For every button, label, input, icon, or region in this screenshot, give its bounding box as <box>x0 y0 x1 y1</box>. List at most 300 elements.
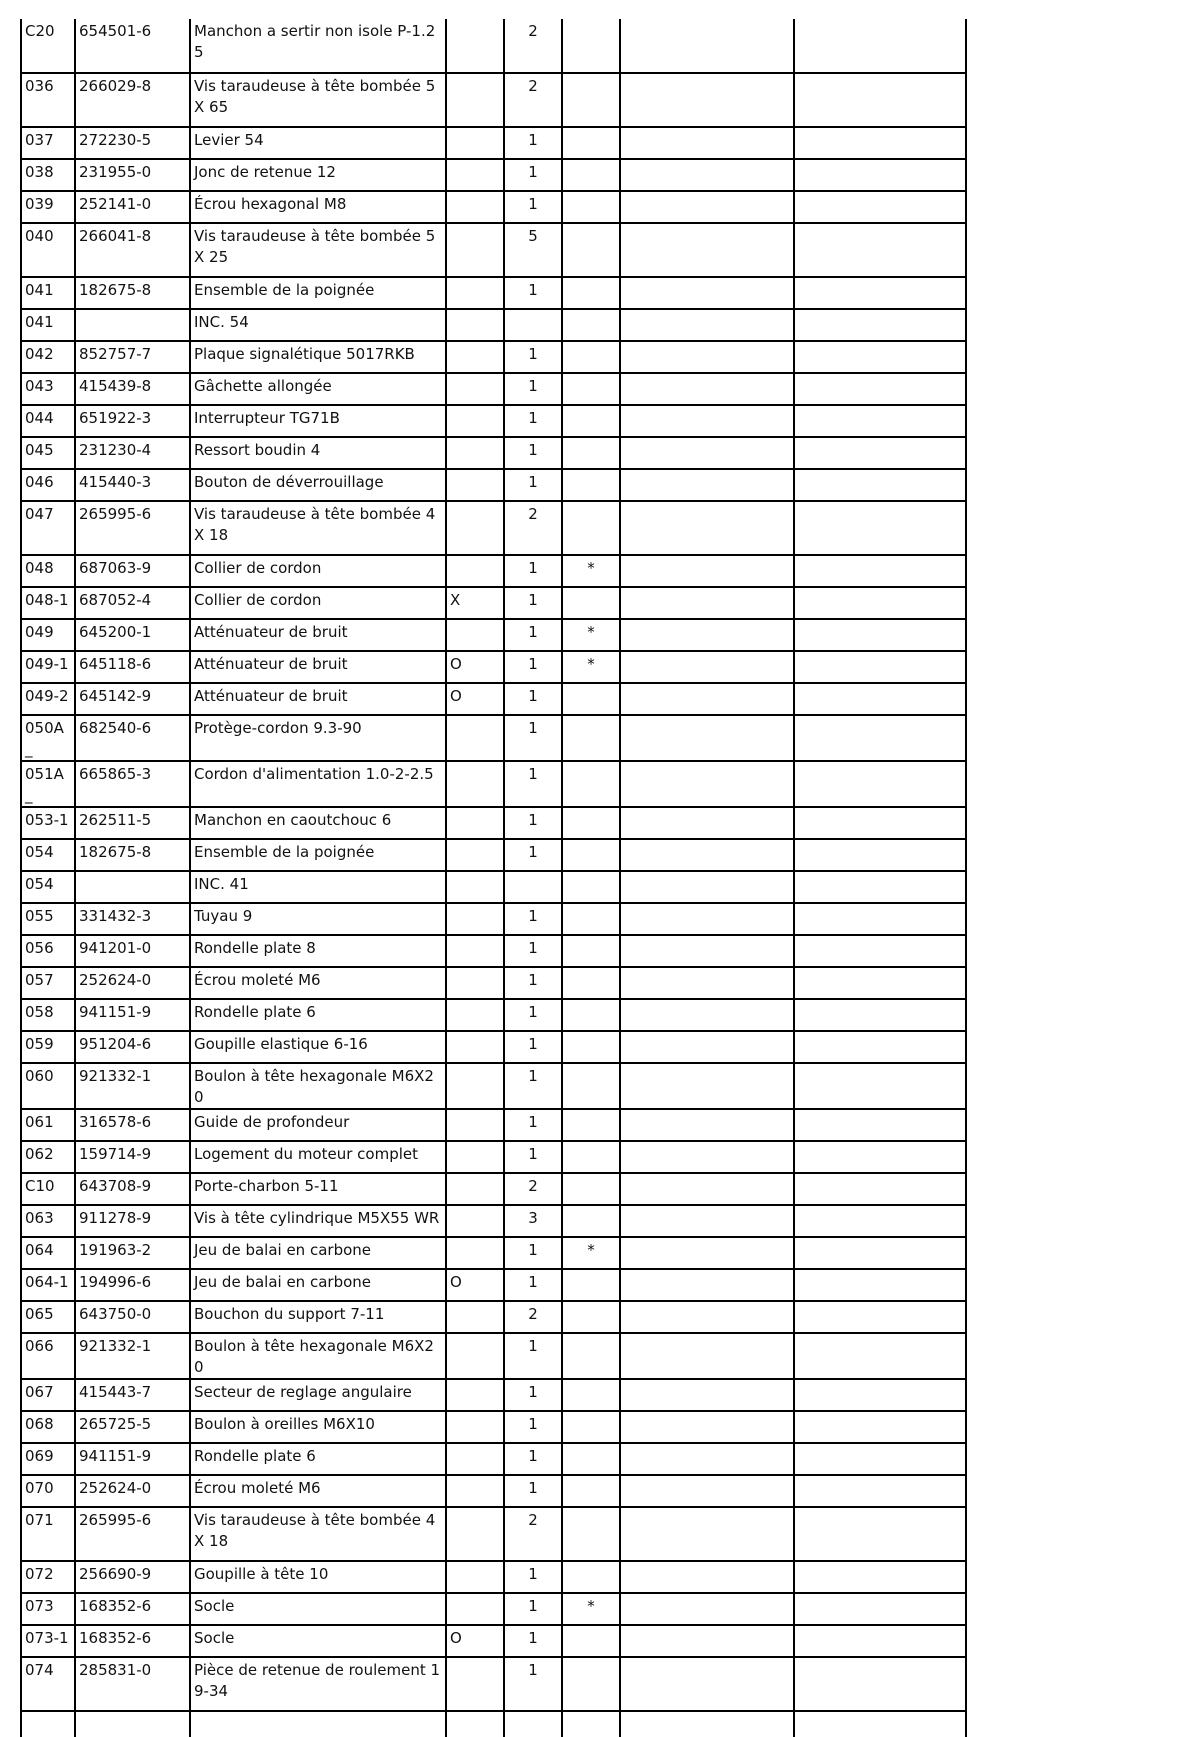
option-cell <box>446 555 504 587</box>
item-number-cell: C10 <box>21 1173 75 1205</box>
part-number-cell: 645118-6 <box>75 651 190 683</box>
empty-cell <box>620 501 794 555</box>
option-cell <box>446 619 504 651</box>
quantity-cell: 1 <box>504 469 562 501</box>
table-row <box>21 807 966 839</box>
table-row <box>21 935 966 967</box>
quantity-cell: 5 <box>504 223 562 277</box>
empty-cell <box>620 1475 794 1507</box>
part-number-cell: 168352-6 <box>75 1593 190 1625</box>
part-number-cell: 331432-3 <box>75 903 190 935</box>
quantity-cell: 1 <box>504 555 562 587</box>
item-number-cell: 047 <box>21 501 75 555</box>
table-row <box>21 277 966 309</box>
mark-cell <box>562 501 620 555</box>
empty-cell <box>794 405 966 437</box>
option-cell <box>446 1507 504 1561</box>
quantity-cell: 1 <box>504 1063 562 1109</box>
empty-cell <box>620 277 794 309</box>
mark-cell <box>562 223 620 277</box>
part-number-cell: 191963-2 <box>75 1237 190 1269</box>
description-cell: Jonc de retenue 12 <box>190 159 446 191</box>
option-cell <box>446 341 504 373</box>
table-row <box>21 341 966 373</box>
option-cell: X <box>446 587 504 619</box>
option-cell <box>446 871 504 903</box>
part-number-cell: 159714-9 <box>75 1141 190 1173</box>
empty-cell <box>620 1205 794 1237</box>
table-row <box>21 967 966 999</box>
empty-cell <box>620 1301 794 1333</box>
table-row <box>21 437 966 469</box>
empty-cell <box>620 1269 794 1301</box>
option-cell <box>446 1561 504 1593</box>
item-number-cell: 051A_ <box>21 761 75 807</box>
empty-cell <box>794 469 966 501</box>
item-number-cell: 063 <box>21 1205 75 1237</box>
item-number-cell: 036 <box>21 73 75 127</box>
empty-cell <box>794 903 966 935</box>
table-row <box>21 1411 966 1443</box>
part-number-cell: 941151-9 <box>75 999 190 1031</box>
option-cell <box>446 1443 504 1475</box>
option-cell <box>446 19 504 73</box>
empty-cell <box>794 967 966 999</box>
quantity-cell: 2 <box>504 1301 562 1333</box>
empty-cell <box>794 999 966 1031</box>
part-number-cell: 266041-8 <box>75 223 190 277</box>
table-row <box>21 1561 966 1593</box>
empty-cell <box>620 1379 794 1411</box>
item-number-cell: 053-1 <box>21 807 75 839</box>
empty-cell <box>620 1561 794 1593</box>
quantity-cell: 2 <box>504 1173 562 1205</box>
item-number-cell: 048-1 <box>21 587 75 619</box>
empty-cell <box>620 715 794 761</box>
quantity-cell: 1 <box>504 715 562 761</box>
empty-cell <box>794 1205 966 1237</box>
table-row <box>21 127 966 159</box>
empty-cell <box>620 1625 794 1657</box>
part-number-cell <box>75 871 190 903</box>
part-number-cell <box>75 309 190 341</box>
mark-cell <box>562 1333 620 1379</box>
mark-cell <box>562 127 620 159</box>
mark-cell <box>562 683 620 715</box>
quantity-cell: 1 <box>504 1269 562 1301</box>
table-row <box>21 683 966 715</box>
table-row <box>21 555 966 587</box>
option-cell: O <box>446 1625 504 1657</box>
table-row <box>21 1507 966 1561</box>
option-cell <box>446 1205 504 1237</box>
part-number-cell: 194996-6 <box>75 1269 190 1301</box>
description-cell: Atténuateur de bruit <box>190 683 446 715</box>
empty-cell <box>620 1109 794 1141</box>
empty-cell <box>794 223 966 277</box>
mark-cell <box>562 469 620 501</box>
empty-cell <box>794 935 966 967</box>
mark-cell <box>562 1109 620 1141</box>
option-cell <box>446 1109 504 1141</box>
table-row <box>21 903 966 935</box>
empty-cell <box>794 1711 966 1737</box>
part-number-cell: 265995-6 <box>75 501 190 555</box>
empty-cell <box>794 683 966 715</box>
empty-cell <box>794 1173 966 1205</box>
option-cell <box>446 1063 504 1109</box>
option-cell <box>446 839 504 871</box>
empty-cell <box>794 1031 966 1063</box>
part-number-cell: 256690-9 <box>75 1561 190 1593</box>
table-row <box>21 1593 966 1625</box>
part-number-cell: 921332-1 <box>75 1063 190 1109</box>
empty-cell <box>794 1593 966 1625</box>
mark-cell <box>562 1269 620 1301</box>
table-row <box>21 1333 966 1379</box>
option-cell <box>446 1333 504 1379</box>
empty-cell <box>504 1711 562 1737</box>
description-cell: Atténuateur de bruit <box>190 651 446 683</box>
mark-cell <box>562 405 620 437</box>
empty-cell <box>620 651 794 683</box>
empty-cell <box>190 1711 446 1737</box>
mark-cell <box>562 1475 620 1507</box>
mark-cell <box>562 935 620 967</box>
part-number-cell: 687063-9 <box>75 555 190 587</box>
item-number-cell: 045 <box>21 437 75 469</box>
quantity-cell: 2 <box>504 73 562 127</box>
item-number-cell: 072 <box>21 1561 75 1593</box>
empty-cell <box>794 839 966 871</box>
item-number-cell: 044 <box>21 405 75 437</box>
description-cell: Manchon a sertir non isole P-1.2 5 <box>190 19 446 73</box>
part-number-cell: 687052-4 <box>75 587 190 619</box>
empty-cell <box>794 501 966 555</box>
item-number-cell: 048 <box>21 555 75 587</box>
item-number-cell: 066 <box>21 1333 75 1379</box>
item-number-cell: 040 <box>21 223 75 277</box>
empty-cell <box>794 1109 966 1141</box>
description-cell: Écrou hexagonal M8 <box>190 191 446 223</box>
table-row <box>21 73 966 127</box>
part-number-cell: 415443-7 <box>75 1379 190 1411</box>
mark-cell <box>562 437 620 469</box>
description-cell: Socle <box>190 1593 446 1625</box>
description-cell: Bouchon du support 7-11 <box>190 1301 446 1333</box>
part-number-cell: 252141-0 <box>75 191 190 223</box>
mark-cell <box>562 73 620 127</box>
item-number-cell: 049-1 <box>21 651 75 683</box>
description-cell: Goupille à tête 10 <box>190 1561 446 1593</box>
table-row <box>21 19 966 73</box>
option-cell <box>446 223 504 277</box>
quantity-cell: 1 <box>504 1031 562 1063</box>
empty-cell <box>794 1141 966 1173</box>
part-number-cell: 285831-0 <box>75 1657 190 1711</box>
description-cell: Rondelle plate 6 <box>190 999 446 1031</box>
empty-cell <box>620 967 794 999</box>
item-number-cell: 046 <box>21 469 75 501</box>
empty-cell <box>620 1031 794 1063</box>
mark-cell <box>562 715 620 761</box>
part-number-cell: 272230-5 <box>75 127 190 159</box>
table-row <box>21 1443 966 1475</box>
table-row <box>21 1301 966 1333</box>
empty-cell <box>794 373 966 405</box>
quantity-cell: 1 <box>504 1475 562 1507</box>
empty-cell <box>620 935 794 967</box>
part-number-cell: 645142-9 <box>75 683 190 715</box>
quantity-cell: 1 <box>504 807 562 839</box>
quantity-cell: 2 <box>504 1507 562 1561</box>
empty-cell <box>794 1301 966 1333</box>
option-cell <box>446 277 504 309</box>
item-number-cell: 054 <box>21 839 75 871</box>
description-cell: Jeu de balai en carbone <box>190 1237 446 1269</box>
empty-cell <box>620 1141 794 1173</box>
option-cell <box>446 405 504 437</box>
option-cell: O <box>446 651 504 683</box>
option-cell <box>446 1301 504 1333</box>
table-row <box>21 469 966 501</box>
item-number-cell: 056 <box>21 935 75 967</box>
empty-cell <box>620 437 794 469</box>
table-row <box>21 1475 966 1507</box>
part-number-cell: 951204-6 <box>75 1031 190 1063</box>
empty-cell <box>620 1443 794 1475</box>
table-row <box>21 159 966 191</box>
empty-cell <box>794 555 966 587</box>
option-cell <box>446 807 504 839</box>
empty-cell <box>620 999 794 1031</box>
table-row <box>21 191 966 223</box>
quantity-cell: 1 <box>504 191 562 223</box>
part-number-cell: 645200-1 <box>75 619 190 651</box>
option-cell <box>446 1031 504 1063</box>
description-cell: Écrou moleté M6 <box>190 967 446 999</box>
option-cell: O <box>446 683 504 715</box>
quantity-cell: 1 <box>504 999 562 1031</box>
empty-cell <box>620 619 794 651</box>
option-cell <box>446 159 504 191</box>
quantity-cell: 3 <box>504 1205 562 1237</box>
mark-cell <box>562 1507 620 1561</box>
empty-cell <box>794 1657 966 1711</box>
empty-cell <box>620 555 794 587</box>
quantity-cell: 1 <box>504 1657 562 1711</box>
table-row <box>21 1657 966 1711</box>
option-cell <box>446 761 504 807</box>
item-number-cell: 071 <box>21 1507 75 1561</box>
description-cell: Vis taraudeuse à tête bombée 4X 18 <box>190 1507 446 1561</box>
description-cell: Rondelle plate 6 <box>190 1443 446 1475</box>
empty-cell <box>620 1411 794 1443</box>
empty-cell <box>75 1711 190 1737</box>
mark-cell <box>562 999 620 1031</box>
item-number-cell: 038 <box>21 159 75 191</box>
empty-cell <box>620 1063 794 1109</box>
table-row <box>21 999 966 1031</box>
empty-cell <box>794 807 966 839</box>
option-cell <box>446 1593 504 1625</box>
part-number-cell: 262511-5 <box>75 807 190 839</box>
item-number-cell: 050A_ <box>21 715 75 761</box>
mark-cell <box>562 373 620 405</box>
description-cell: Logement du moteur complet <box>190 1141 446 1173</box>
empty-cell <box>794 19 966 73</box>
option-cell <box>446 73 504 127</box>
quantity-cell: 1 <box>504 1333 562 1379</box>
part-number-cell: 682540-6 <box>75 715 190 761</box>
empty-cell <box>620 1507 794 1561</box>
item-number-cell: 073-1 <box>21 1625 75 1657</box>
table-row <box>21 871 966 903</box>
empty-cell <box>562 1711 620 1737</box>
description-cell: Boulon à oreilles M6X10 <box>190 1411 446 1443</box>
item-number-cell: 049 <box>21 619 75 651</box>
part-number-cell: 654501-6 <box>75 19 190 73</box>
option-cell <box>446 1237 504 1269</box>
empty-cell <box>620 1657 794 1711</box>
item-number-cell: 067 <box>21 1379 75 1411</box>
mark-cell <box>562 1205 620 1237</box>
empty-cell <box>620 683 794 715</box>
table-row <box>21 1173 966 1205</box>
mark-cell <box>562 1561 620 1593</box>
quantity-cell: 1 <box>504 619 562 651</box>
quantity-cell: 2 <box>504 501 562 555</box>
description-cell: Rondelle plate 8 <box>190 935 446 967</box>
option-cell <box>446 903 504 935</box>
mark-cell <box>562 807 620 839</box>
empty-cell <box>620 1333 794 1379</box>
description-cell: Bouton de déverrouillage <box>190 469 446 501</box>
mark-cell <box>562 1063 620 1109</box>
empty-cell <box>620 871 794 903</box>
table-row <box>21 1379 966 1411</box>
item-number-cell: 057 <box>21 967 75 999</box>
empty-cell <box>620 191 794 223</box>
empty-cell <box>794 127 966 159</box>
item-number-cell: 070 <box>21 1475 75 1507</box>
empty-cell <box>794 1379 966 1411</box>
mark-cell: * <box>562 619 620 651</box>
description-cell: Boulon à tête hexagonale M6X20 <box>190 1063 446 1109</box>
table-row-continued <box>21 1711 966 1737</box>
item-number-cell: 064 <box>21 1237 75 1269</box>
option-cell <box>446 127 504 159</box>
part-number-cell: 252624-0 <box>75 1475 190 1507</box>
description-cell: Écrou moleté M6 <box>190 1475 446 1507</box>
empty-cell <box>794 871 966 903</box>
table-row <box>21 1269 966 1301</box>
table-row <box>21 839 966 871</box>
description-cell: Pièce de retenue de roulement 1 9-34 <box>190 1657 446 1711</box>
empty-cell <box>620 839 794 871</box>
item-number-cell: 055 <box>21 903 75 935</box>
quantity-cell <box>504 871 562 903</box>
quantity-cell: 1 <box>504 341 562 373</box>
empty-cell <box>794 651 966 683</box>
quantity-cell: 1 <box>504 651 562 683</box>
description-cell: Protège-cordon 9.3-90 <box>190 715 446 761</box>
empty-cell <box>620 587 794 619</box>
part-number-cell: 316578-6 <box>75 1109 190 1141</box>
option-cell <box>446 191 504 223</box>
empty-cell <box>794 761 966 807</box>
description-cell: INC. 54 <box>190 309 446 341</box>
description-cell: Secteur de reglage angulaire <box>190 1379 446 1411</box>
quantity-cell: 1 <box>504 1411 562 1443</box>
quantity-cell: 1 <box>504 683 562 715</box>
part-number-cell: 643708-9 <box>75 1173 190 1205</box>
part-number-cell: 921332-1 <box>75 1333 190 1379</box>
option-cell <box>446 373 504 405</box>
option-cell <box>446 437 504 469</box>
item-number-cell: 064-1 <box>21 1269 75 1301</box>
description-cell: Vis taraudeuse à tête bombée 5X 25 <box>190 223 446 277</box>
empty-cell <box>794 1507 966 1561</box>
empty-cell <box>794 309 966 341</box>
empty-cell <box>794 1625 966 1657</box>
mark-cell <box>562 309 620 341</box>
item-number-cell: 073 <box>21 1593 75 1625</box>
parts-table <box>20 19 967 1737</box>
empty-cell <box>794 1411 966 1443</box>
empty-cell <box>446 1711 504 1737</box>
part-number-cell: 182675-8 <box>75 277 190 309</box>
table-row <box>21 1237 966 1269</box>
empty-cell <box>794 1063 966 1109</box>
part-number-cell: 911278-9 <box>75 1205 190 1237</box>
item-number-cell: C20 <box>21 19 75 73</box>
part-number-cell: 665865-3 <box>75 761 190 807</box>
part-number-cell: 265725-5 <box>75 1411 190 1443</box>
table-row <box>21 619 966 651</box>
quantity-cell: 1 <box>504 903 562 935</box>
item-number-cell: 037 <box>21 127 75 159</box>
part-number-cell: 231955-0 <box>75 159 190 191</box>
empty-cell <box>620 1711 794 1737</box>
empty-cell <box>794 1561 966 1593</box>
empty-cell <box>794 715 966 761</box>
quantity-cell <box>504 309 562 341</box>
quantity-cell: 1 <box>504 437 562 469</box>
part-number-cell: 266029-8 <box>75 73 190 127</box>
quantity-cell: 1 <box>504 587 562 619</box>
empty-cell <box>794 73 966 127</box>
empty-cell <box>620 341 794 373</box>
item-number-cell: 074 <box>21 1657 75 1711</box>
table-row <box>21 223 966 277</box>
empty-cell <box>620 309 794 341</box>
item-number-cell: 065 <box>21 1301 75 1333</box>
empty-cell <box>794 1333 966 1379</box>
item-number-cell: 061 <box>21 1109 75 1141</box>
quantity-cell: 1 <box>504 1379 562 1411</box>
description-cell: Goupille elastique 6-16 <box>190 1031 446 1063</box>
mark-cell <box>562 903 620 935</box>
description-cell: Porte-charbon 5-11 <box>190 1173 446 1205</box>
description-cell: Interrupteur TG71B <box>190 405 446 437</box>
description-cell: Cordon d'alimentation 1.0-2-2.5 <box>190 761 446 807</box>
table-row <box>21 1109 966 1141</box>
quantity-cell: 1 <box>504 277 562 309</box>
quantity-cell: 2 <box>504 19 562 73</box>
mark-cell: * <box>562 1237 620 1269</box>
item-number-cell: 060 <box>21 1063 75 1109</box>
